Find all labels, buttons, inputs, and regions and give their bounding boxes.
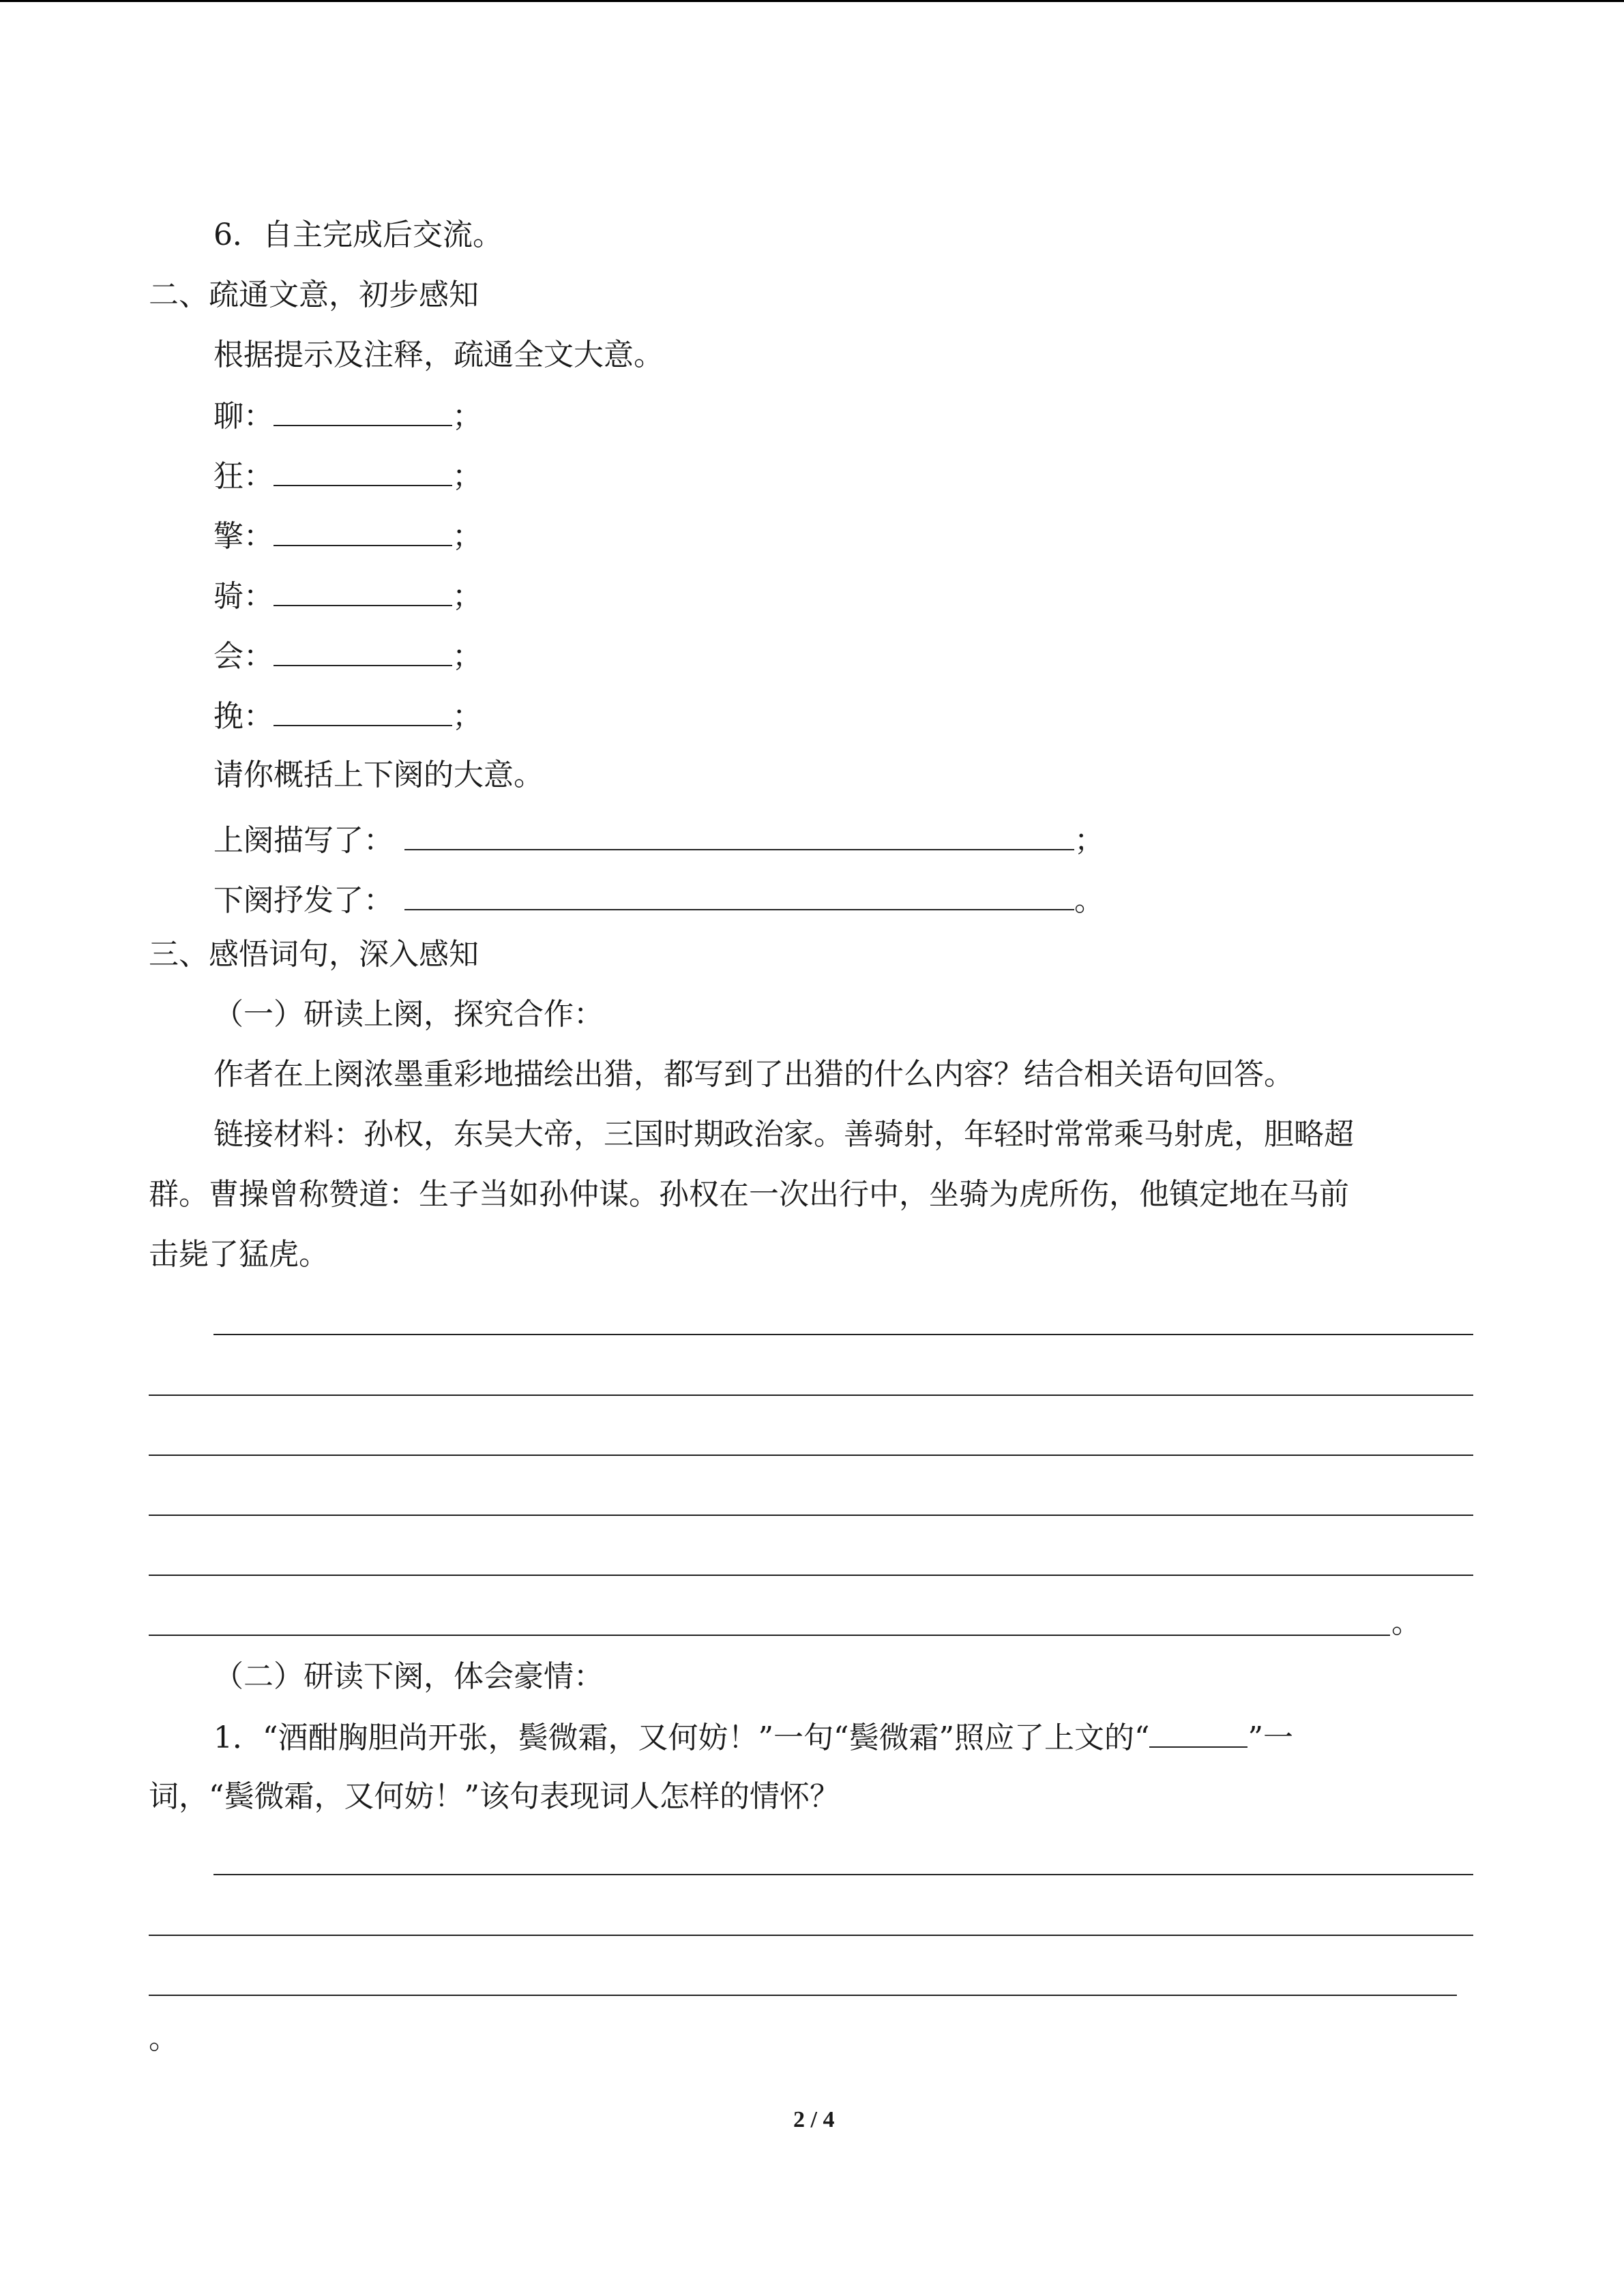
answer-line[interactable] [149,1935,1473,1936]
summary-prompt: 请你概括上下阕的大意。 [213,758,544,792]
word-label: 狂： [213,459,274,494]
word-blank-row [213,635,482,677]
upper-stanza-row [213,819,1104,861]
word-label: 擎： [213,519,274,554]
answer-line[interactable] [213,1334,1473,1335]
part-2-title: （二）研读下阕，体会豪情： [213,1659,604,1694]
answer-line[interactable] [149,1635,1390,1636]
lower-label: 下阕抒发了： [213,883,394,918]
word-end: ； [452,579,482,614]
link-material-line: 链接材料：孙权，东吴大帝，三国时期政治家。善骑射，年轻时常常乘马射虎，胆略超 [213,1117,1354,1152]
answer-line[interactable] [149,1575,1473,1576]
word-label: 挽： [213,699,274,734]
word-label: 骑： [213,579,274,614]
part-1-title: （一）研读上阕，探究合作： [213,997,604,1032]
word-blank-row [213,515,482,557]
word-answer-blank[interactable] [1149,1716,1247,1748]
answer-blank[interactable] [274,635,452,666]
answer-blank[interactable] [274,395,452,426]
word-end: ； [452,399,482,434]
question-1-line-2: 词，“鬓微霜，又何妨！”该句表现词人怎样的情怀？ [149,1779,840,1814]
answer-end-mark: 。 [1391,1605,1421,1640]
word-label: 聊： [213,399,274,434]
question-1-line [213,1716,1293,1759]
answer-blank[interactable] [274,575,452,606]
word-blank-row [213,575,482,617]
upper-end: ； [1074,823,1104,858]
answer-blank[interactable] [274,515,452,546]
page-number: 2 / 4 [793,2107,835,2132]
answer-line[interactable] [149,1395,1473,1396]
link-material-line: 群。曹操曾称赞道：生子当如孙仲谋。孙权在一次出行中，坐骑为虎所伤，他镇定地在马前 [149,1177,1349,1212]
question-1-text-end: ”一 [1247,1720,1293,1755]
section-2-instruction: 根据提示及注释，疏通全文大意。 [213,338,664,372]
word-blank-row [213,695,482,737]
word-end: ； [452,459,482,494]
answer-line[interactable] [149,1455,1473,1456]
answer-blank[interactable] [274,695,452,726]
page-top-border [0,0,1624,2]
word-blank-row [213,395,482,437]
word-end: ； [452,639,482,674]
part-1-question: 作者在上阕浓墨重彩地描绘出猎，都写到了出猎的什么内容？结合相关语句回答。 [213,1057,1294,1092]
answer-line[interactable] [149,1995,1457,1996]
section-2-heading: 二、疏通文意，初步感知 [149,278,479,312]
answer-end-mark: 。 [149,2021,179,2056]
answer-line[interactable] [213,1874,1473,1875]
lower-end: 。 [1074,883,1104,918]
link-material-line: 击毙了猛虎。 [149,1237,329,1272]
question-1-text: 1．“酒酣胸胆尚开张，鬓微霜，又何妨！”一句“鬓微霜”照应了上文的“ [213,1720,1150,1755]
answer-blank[interactable] [274,455,452,486]
word-end: ； [452,699,482,734]
lower-stanza-row [213,879,1104,921]
answer-line[interactable] [149,1515,1473,1516]
lower-answer-blank[interactable] [404,879,1074,910]
word-end: ； [452,519,482,554]
word-blank-row [213,455,482,497]
item-6: 6．自主完成后交流。 [213,218,503,252]
upper-answer-blank[interactable] [404,819,1074,850]
section-3-heading: 三、感悟词句，深入感知 [149,937,479,972]
word-label: 会： [213,639,274,674]
upper-label: 上阕描写了： [213,823,394,858]
